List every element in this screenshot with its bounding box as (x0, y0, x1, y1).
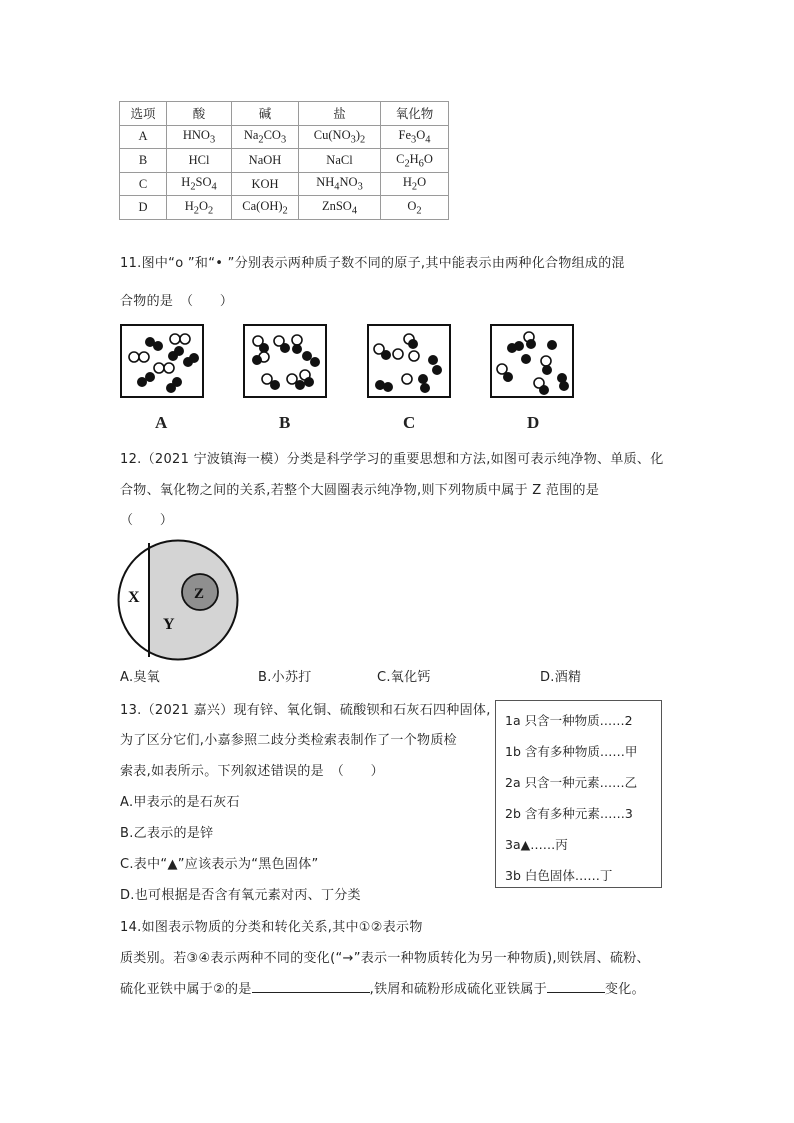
table-cell-option: D (120, 196, 167, 220)
particle-box-d (490, 324, 574, 398)
table-header-cell: 酸 (167, 102, 232, 126)
q13-option-c: C.表中“▲”应该表示为“黑色固体” (120, 857, 319, 872)
particle-diagram-c (369, 326, 449, 396)
table-cell-acid: HCl (167, 149, 232, 173)
table-cell-salt: NaCl (299, 149, 381, 173)
q13-option-b: B.乙表示的是锌 (120, 826, 214, 841)
particle-box-c (367, 324, 451, 398)
key-line: 1a 只含一种物质……2 (505, 713, 633, 728)
key-line: 3b 白色固体……丁 (505, 868, 613, 883)
table-cell-salt: $NH_4NO_3$ (299, 172, 381, 196)
q14-line-1: 14.如图表示物质的分类和转化关系,其中①②表示物 (120, 920, 423, 935)
particle-box-a (120, 324, 204, 398)
table-header-cell: 碱 (232, 102, 299, 126)
table-cell-base: NaOH (232, 149, 299, 173)
table-cell-oxide: $C_2H_6O$ (381, 149, 449, 173)
key-line: 1b 含有多种物质……甲 (505, 744, 638, 759)
key-line: 2a 只含一种元素……乙 (505, 775, 638, 790)
answer-blank-1[interactable] (252, 980, 370, 993)
q12-line-3: （ ） (120, 513, 174, 528)
table-header-row (120, 102, 449, 126)
q13-line-2: 为了区分它们,小嘉参照二歧分类检索表制作了一个物质检 (120, 733, 457, 748)
table-cell-base: $Na_2CO_3$ (232, 125, 299, 149)
q14-line-3 (120, 978, 645, 997)
particle-box-b (243, 324, 327, 398)
key-line: 2b 含有多种元素……3 (505, 806, 633, 821)
table-cell-salt: ZnSO$_4$ (299, 196, 381, 220)
q14-line-3-part-a: 硫化亚铁中属于②的是 (120, 982, 252, 997)
table-cell-option: C (120, 172, 167, 196)
option-label-b: B (279, 413, 291, 432)
q13-line-1: 13.（2021 嘉兴）现有锌、氧化铜、硫酸钡和石灰石四种固体, (120, 703, 491, 718)
table-header-cell: 盐 (299, 102, 381, 126)
table-row (120, 149, 449, 173)
table-row (120, 172, 449, 196)
particle-diagram-b (245, 326, 325, 396)
q13-option-a: A.甲表示的是石灰石 (120, 795, 240, 810)
table-cell-salt: $Cu(NO_3)_2$ (299, 125, 381, 149)
classification-key-box (495, 700, 662, 888)
q12-option-d: D.酒精 (540, 670, 582, 685)
table-cell-acid: $HNO_3$ (167, 125, 232, 149)
particle-diagram-d (492, 326, 572, 396)
q12-option-b: B.小苏打 (258, 670, 312, 685)
label-y: Y (163, 616, 175, 633)
table-row (120, 125, 449, 149)
q12-option-c: C.氧化钙 (377, 670, 431, 685)
q12-line-2: 合物、氧化物之间的关系,若整个大圆圈表示纯净物,则下列物质中属于 Z 范围的是 (120, 483, 600, 498)
chemical-classification-table (119, 101, 449, 220)
table-cell-oxide: $O_2$ (381, 196, 449, 220)
q11-line-2: 合物的是 （ ） (120, 294, 234, 309)
option-label-d: D (527, 413, 540, 432)
label-x: X (128, 589, 140, 606)
table-cell-acid: $H_2O_2$ (167, 196, 232, 220)
answer-blank-2[interactable] (547, 980, 605, 993)
q14-line-3-part-b: ,铁屑和硫粉形成硫化亚铁属于 (369, 982, 547, 997)
key-line: 3a▲……丙 (505, 837, 568, 852)
particle-diagram-a (122, 326, 202, 396)
table-cell-oxide: $Fe_3O_4$ (381, 125, 449, 149)
venn-diagram (116, 538, 242, 664)
label-z: Z (194, 586, 205, 602)
table-cell-base: $Ca(OH)_2$ (232, 196, 299, 220)
q11-line-1: 11.图中“o ”和“• ”分别表示两种质子数不同的原子,其中能表示由两种化合物组成的混 (120, 256, 625, 271)
table-cell-option: B (120, 149, 167, 173)
table-cell-oxide: $H_2O$ (381, 172, 449, 196)
table-cell-acid: $H_2SO_4$ (167, 172, 232, 196)
table-row (120, 196, 449, 220)
q12-line-1: 12.（2021 宁波镇海一模）分类是科学学习的重要思想和方法,如图可表示纯净物、单质、化 (120, 452, 664, 467)
option-label-c: C (403, 413, 416, 432)
q13-line-3: 索表,如表所示。下列叙述错误的是 （ ） (120, 764, 384, 779)
q14-line-2: 质类别。若③④表示两种不同的变化(“→”表示一种物质转化为另一种物质),则铁屑、硫粉、 (120, 951, 650, 966)
q12-option-a: A.臭氧 (120, 670, 160, 685)
option-label-a: A (155, 413, 168, 432)
table-cell-option: A (120, 125, 167, 149)
q13-option-d: D.也可根据是否含有氧元素对丙、丁分类 (120, 888, 361, 903)
table-cell-base: KOH (232, 172, 299, 196)
table-header-cell: 氧化物 (381, 102, 449, 126)
table-header-cell: 选项 (120, 102, 167, 126)
q14-line-3-part-c: 变化。 (605, 982, 645, 997)
